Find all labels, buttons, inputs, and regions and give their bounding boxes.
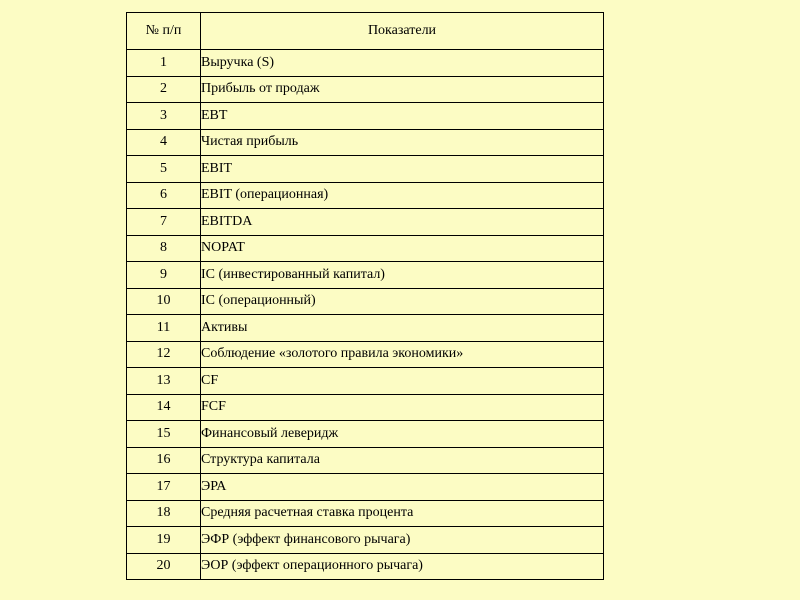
row-number: 4 — [127, 129, 201, 156]
row-indicator: Соблюдение «золотого правила экономики» — [201, 341, 604, 368]
row-indicator: Средняя расчетная ставка процента — [201, 500, 604, 527]
table-row — [127, 156, 604, 183]
table-row — [127, 527, 604, 554]
row-indicator: Финансовый леверидж — [201, 421, 604, 448]
row-indicator: Чистая прибыль — [201, 129, 604, 156]
table-row — [127, 368, 604, 395]
row-indicator: Прибыль от продаж — [201, 76, 604, 103]
row-indicator: EBIT (операционная) — [201, 182, 604, 209]
row-indicator: EBT — [201, 103, 604, 130]
row-number: 8 — [127, 235, 201, 262]
table-header-row — [127, 13, 604, 50]
indicators-table — [126, 12, 604, 580]
row-number: 12 — [127, 341, 201, 368]
row-number: 2 — [127, 76, 201, 103]
row-number: 17 — [127, 474, 201, 501]
row-indicator: Активы — [201, 315, 604, 342]
row-number: 19 — [127, 527, 201, 554]
table-row — [127, 50, 604, 77]
table-row — [127, 235, 604, 262]
row-number: 13 — [127, 368, 201, 395]
row-indicator: ЭФР (эффект финансового рычага) — [201, 527, 604, 554]
row-indicator: ЭРА — [201, 474, 604, 501]
table-row — [127, 103, 604, 130]
row-indicator: IC (инвестированный капитал) — [201, 262, 604, 289]
table-body — [127, 50, 604, 580]
table-row — [127, 474, 604, 501]
table-row — [127, 288, 604, 315]
row-number: 9 — [127, 262, 201, 289]
row-indicator: EBIT — [201, 156, 604, 183]
header-number: № п/п — [127, 13, 201, 50]
row-number: 5 — [127, 156, 201, 183]
row-indicator: Структура капитала — [201, 447, 604, 474]
table-row — [127, 447, 604, 474]
row-indicator: CF — [201, 368, 604, 395]
row-indicator: ЭОР (эффект операционного рычага) — [201, 553, 604, 580]
row-number: 6 — [127, 182, 201, 209]
row-number: 15 — [127, 421, 201, 448]
table-row — [127, 553, 604, 580]
row-number: 10 — [127, 288, 201, 315]
table-row — [127, 500, 604, 527]
row-number: 14 — [127, 394, 201, 421]
header-indicators: Показатели — [201, 13, 604, 50]
row-number: 20 — [127, 553, 201, 580]
row-indicator: NOPAT — [201, 235, 604, 262]
row-indicator: FCF — [201, 394, 604, 421]
row-number: 16 — [127, 447, 201, 474]
table-row — [127, 182, 604, 209]
row-number: 3 — [127, 103, 201, 130]
row-indicator: Выручка (S) — [201, 50, 604, 77]
row-number: 11 — [127, 315, 201, 342]
table-row — [127, 421, 604, 448]
table-row — [127, 341, 604, 368]
table-row — [127, 129, 604, 156]
table-row — [127, 315, 604, 342]
row-number: 1 — [127, 50, 201, 77]
table-row — [127, 394, 604, 421]
row-number: 18 — [127, 500, 201, 527]
table-row — [127, 76, 604, 103]
row-indicator: EBITDA — [201, 209, 604, 236]
table-row — [127, 262, 604, 289]
row-indicator: IC (операционный) — [201, 288, 604, 315]
table-row — [127, 209, 604, 236]
row-number: 7 — [127, 209, 201, 236]
